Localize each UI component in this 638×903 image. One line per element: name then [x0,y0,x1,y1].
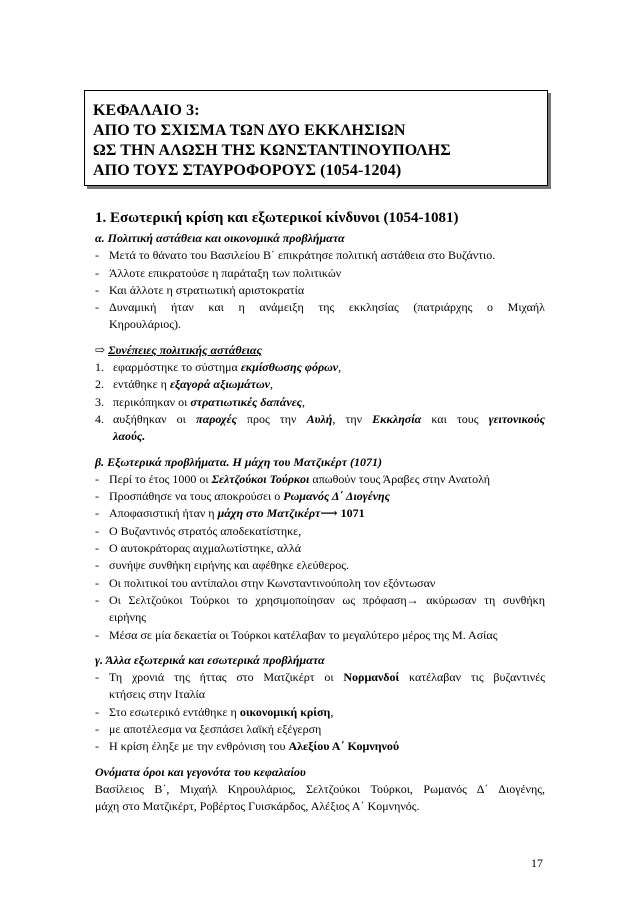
list-item: - Τη χρονιά της ήττας στο Ματζικέρτ οι Νορμανδοί κατέλαβαν τις βυζαντινές κτήσεις στην Ιταλία [95,670,545,702]
chapter-title-line: ΑΠΟ ΤΟ ΣΧΙΣΜΑ ΤΩΝ ΔΥΟ ΕΚΚΛΗΣΙΩΝ [93,122,406,139]
list-item: - Περί το έτος 1000 οι Σελτζούκοι Τούρκοι απωθούν τους Άραβες στην Ανατολή [95,471,491,486]
chapter-title-line: ΑΠΟ ΤΟΥΣ ΣΤΑΥΡΟΦΟΡΟΥΣ (1054-1204) [93,162,402,179]
list-item: - Η κρίση έληξε με την ενθρόνιση του Αλεξίου Α΄ Κομνηνού [95,739,400,754]
chapter-title-line: ΩΣ ΤΗΝ ΑΛΩΣΗ ΤΗΣ ΚΩΝΣΤΑΝΤΙΝΟΥΠΟΛΗΣ [93,142,451,159]
list-item: - Οι Σελτζούκοι Τούρκοι το χρησιμοποίησαν ως πρόφαση→ ακύρωσαν τη συνθήκη ειρήνης [95,592,545,625]
section-heading: 1. Εσωτερική κρίση και εξωτερικοί κίνδυνοι (1054-1081) [95,210,459,226]
chapter-title-line: ΚΕΦΑΛΑΙΟ 3: [93,102,200,119]
list-item: - Μετά το θάνατο του Βασιλείου Β΄ επικράτησε πολιτική αστάθεια στο Βυζάντιο. [95,248,496,263]
numbered-item: 2. εντάθηκε η εξαγορά αξιωμάτων, [95,377,273,392]
list-item: - με αποτέλεσμα να ξεσπάσει λαϊκή εξέγερση [95,722,322,737]
page-number: 17 [531,856,543,870]
long-arrow-right-icon: ⟶ [320,506,338,521]
subsection-heading: α. Πολιτική αστάθεια και οικονομικά προβλήματα [95,231,345,245]
list-item: - Αποφασιστική ήταν η μάχη στο Ματζικέρτ⟶ 1071 [95,506,365,521]
list-item: - Στο εσωτερικό εντάθηκε η οικονομική κρίση, [95,704,334,719]
list-item: - Ο αυτοκράτορας αιχμαλωτίστηκε, αλλά [95,541,302,556]
arrow-right-icon: → [406,592,419,607]
list-item: - Άλλοτε επικρατούσε η παράταξη των πολιτικών [95,265,342,280]
consequences-heading: ⇨ Συνέπειες πολιτικής αστάθειας [95,342,262,357]
list-item: - Οι πολιτικοί του αντίπαλοι στην Κωνσταντινούπολη τον εξόντωσαν [95,575,436,590]
list-item: - Μέσα σε μία δεκαετία οι Τούρκοι κατέλαβαν το μεγαλύτερο μέρος της Μ. Ασίας [95,627,498,642]
terms-heading: Ονόματα όροι και γεγονότα του κεφαλαίου [95,764,306,779]
list-item: - συνήψε συνθήκη ειρήνης και αφέθηκε ελεύθερος. [95,558,350,573]
numbered-item: 3. περικόπηκαν οι στρατιωτικές δαπάνες, [95,394,305,409]
list-item: - Και άλλοτε η στρατιωτική αριστοκρατία [95,282,305,297]
terms-line: Βασίλειος Β΄, Μιχαήλ Κηρουλάριος, Σελτζούκοι Τούρκοι, Ρωμανός Δ΄ Διογένης, [95,781,545,796]
list-item: - Προσπάθησε να τους αποκρούσει ο Ρωμανός Δ΄ Διογένης [95,489,390,504]
subsection-heading: β. Εξωτερικά προβλήματα. Η μάχη του Ματζικέρτ (1071) [95,454,383,469]
numbered-item: 4. αυξήθηκαν οι παροχές προς την Αυλή, την Εκκλησία και τους γειτονικούς λαούς. [95,411,545,444]
terms-line: μάχη στο Ματζικέρτ, Ροβέρτος Γυισκάρδος, Αλέξιος Α΄ Κομνηνός. [95,799,420,814]
numbered-item: 1. εφαρμόστηκε το σύστημα εκμίσθωσης φόρων, [95,360,342,375]
arrow-right-icon: ⇨ [95,342,106,357]
subsection-heading: γ. Άλλα εξωτερικά και εσωτερικά προβλήματα [95,652,325,667]
chapter-title-box [84,90,548,186]
chapter-content [95,208,545,816]
list-item: - Δυναμική ήταν και η ανάμειξη της εκκλησίας (πατριάρχης ο Μιχαήλ Κηρουλάριος). [95,300,545,332]
list-item: - Ο Βυζαντινός στρατός αποδεκατίστηκε, [95,523,302,538]
